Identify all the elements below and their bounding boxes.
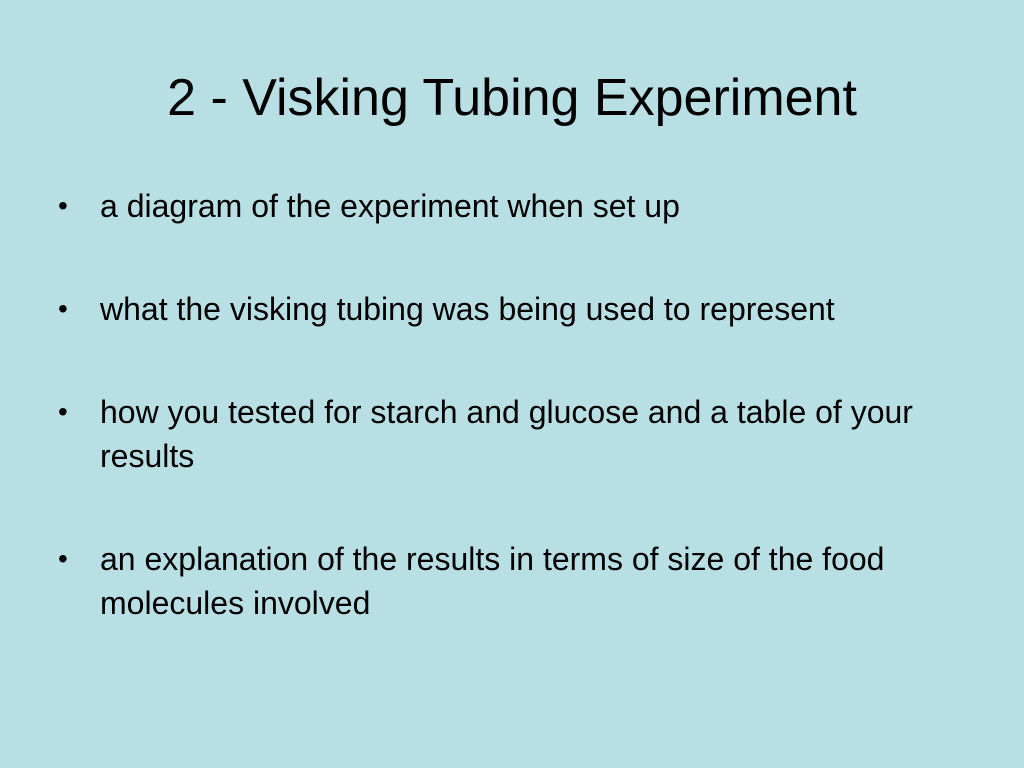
bullet-text: an explanation of the results in terms of size of the food molecules involved (100, 541, 885, 621)
bullet-item (58, 390, 958, 478)
bullet-icon: • (58, 293, 68, 324)
bullet-text: what the visking tubing was being used to represent (100, 291, 835, 327)
bullet-icon: • (58, 190, 68, 221)
bullet-item (58, 537, 958, 625)
bullet-item (58, 184, 958, 228)
bullet-icon: • (58, 543, 68, 574)
bullet-list (58, 184, 958, 684)
bullet-icon: • (58, 396, 68, 427)
bullet-item (58, 287, 958, 331)
bullet-text: how you tested for starch and glucose and a table of your results (100, 394, 913, 474)
bullet-text: a diagram of the experiment when set up (100, 188, 680, 224)
slide-title: 2 - Visking Tubing Experiment (167, 69, 857, 127)
